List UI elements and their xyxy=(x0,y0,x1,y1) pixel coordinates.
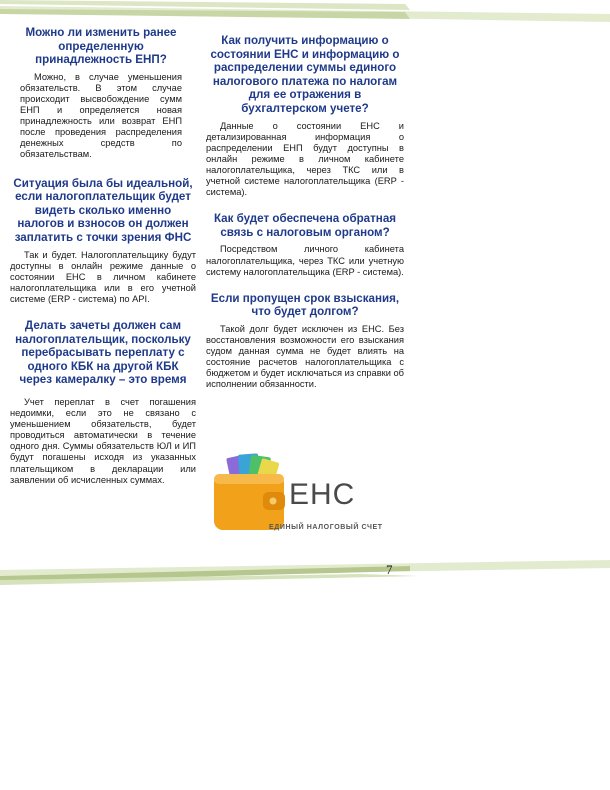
left-column xyxy=(10,26,196,496)
faq-answer: Такой долг будет исключен из ЕНС. Без восстановления возможности его взыскания судом данная сумма не будет влиять на состояние расчетов налогоплательщика с бюджетом и будет исключаться из справки об исполнении обязанности. xyxy=(206,323,404,390)
faq-section xyxy=(206,292,404,391)
faq-section xyxy=(10,319,196,486)
faq-heading: Можно ли изменить ранее определенную принадлежность ЕНП? xyxy=(25,26,177,67)
faq-heading: Делать зачеты должен сам налогоплательщик, поскольку перебрасывать переплату с одного КБК на другой КБК через камералку – это время xyxy=(15,318,191,387)
faq-section xyxy=(10,177,196,305)
ens-logo xyxy=(211,450,383,546)
logo-title: ЕНС xyxy=(289,478,356,511)
faq-answer: Учет переплат в счет погашения недоимки, если это не связано с уменьшением обязательств, будет проводиться автоматически в течение одного дня. Суммы обязательств ЮЛ и ИП будут погашены исходя из указанных плательщиком в декларации или заявлении об исчисленных суммах. xyxy=(10,396,196,485)
faq-section xyxy=(206,34,404,198)
right-column xyxy=(206,34,404,400)
faq-answer: Можно, в случае уменьшения обязательств. В этом случае происходит высвобождение сумм ЕНП и определяется новая принадлежность или возврат ЕНП после проведения распределения денежных средств по обязательствам. xyxy=(20,71,182,160)
faq-section xyxy=(10,26,196,161)
page-number: 7 xyxy=(386,562,393,577)
faq-heading: Если пропущен срок взыскания, что будет долгом? xyxy=(210,291,400,319)
bottom-green-stripe xyxy=(0,552,610,586)
faq-heading: Как будет обеспечена обратная связь с налоговым органом? xyxy=(213,212,397,239)
faq-answer: Данные о состоянии ЕНС и детализированная информация о распределении ЕНП будут доступны в онлайн режиме в личном кабинете налогоплательщика, через ТКС или в учетной системе налогоплательщика (ERP - система). xyxy=(206,120,404,198)
faq-section xyxy=(206,212,404,277)
faq-answer: Так и будет. Налогоплательщику будут доступны в онлайн режиме данные о состоянии ЕНС в личном кабинете налогоплательщика или в его учетной системе (ERP - система) по API. xyxy=(10,249,196,304)
logo-subtitle: ЕДИНЫЙ НАЛОГОВЫЙ СЧЕТ xyxy=(269,524,383,531)
faq-answer: Посредством личного кабинета налогоплательщика, через ТКС или учетную систему налогоплательщика (ERP - система). xyxy=(206,244,404,277)
faq-heading: Ситуация была бы идеальной, если налогоплательщик будет видеть сколько именно налогов и взносов он должен заплатить с точки зрения ФНС xyxy=(13,176,193,244)
faq-heading: Как получить информацию о состоянии ЕНС и информацию о распределении суммы единого налогового платежа по налогам для ее отражения в бухгалтерском учете? xyxy=(210,34,400,115)
